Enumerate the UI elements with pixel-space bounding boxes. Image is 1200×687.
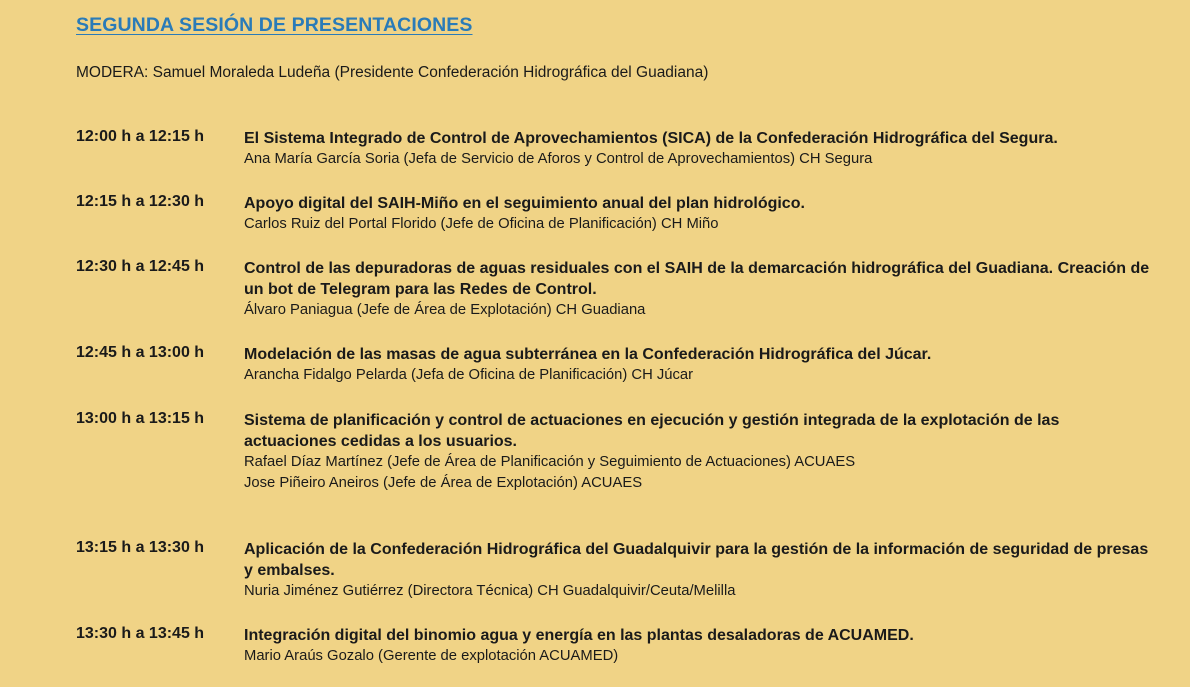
session-details	[244, 410, 1156, 494]
session-time: 12:15 h a 12:30 h	[76, 193, 205, 210]
session-details	[244, 193, 1156, 235]
session-title: Apoyo digital del SAIH-Miño en el seguimiento anual del plan hidrológico.	[244, 195, 805, 212]
session-speaker: Mario Araús Gozalo (Gerente de explotación ACUAMED)	[244, 648, 619, 664]
session-speaker: Rafael Díaz Martínez (Jefe de Área de Planificación y Seguimiento de Actuaciones) ACUAES	[244, 454, 856, 470]
session-title: Sistema de planificación y control de actuaciones en ejecución y gestión integrada de la explotación de las actuaciones cedidas a los usuarios.	[244, 412, 1060, 450]
session-time: 12:30 h a 12:45 h	[76, 258, 205, 275]
session-details	[244, 625, 1156, 667]
session-details	[244, 128, 1156, 170]
session-time: 12:00 h a 12:15 h	[76, 128, 205, 145]
session-title: Modelación de las masas de agua subterránea en la Confederación Hidrográfica del Júcar.	[244, 346, 932, 363]
session-speaker: Arancha Fidalgo Pelarda (Jefa de Oficina de Planificación) CH Júcar	[244, 367, 694, 383]
session-details	[244, 344, 1156, 386]
page-margin	[1190, 0, 1200, 687]
session-time: 13:00 h a 13:15 h	[76, 410, 205, 427]
session-title: El Sistema Integrado de Control de Aprovechamientos (SICA) de la Confederación Hidrográfica del Segura.	[244, 130, 1058, 147]
session-title: Integración digital del binomio agua y energía en las plantas desaladoras de ACUAMED.	[244, 627, 914, 644]
moderator-line: MODERA: Samuel Moraleda Ludeña (Presidente Confederación Hidrográfica del Guadiana)	[76, 64, 709, 81]
session-speaker: Álvaro Paniagua (Jefe de Área de Explotación) CH Guadiana	[244, 302, 646, 318]
session-details	[244, 258, 1156, 321]
session-speaker: Carlos Ruiz del Portal Florido (Jefe de Oficina de Planificación) CH Miño	[244, 216, 719, 232]
session-title: Aplicación de la Confederación Hidrográfica del Guadalquivir para la gestión de la información de seguridad de presas y embalses.	[244, 541, 1149, 579]
session-time: 13:15 h a 13:30 h	[76, 539, 205, 556]
session-title: Control de las depuradoras de aguas residuales con el SAIH de la demarcación hidrográfica del Guadiana. Creación de un bot de Telegram para las Redes de Control.	[244, 260, 1150, 298]
session-time: 12:45 h a 13:00 h	[76, 344, 205, 361]
session-speaker: Ana María García Soria (Jefa de Servicio de Aforos y Control de Aprovechamientos) CH Segura	[244, 151, 873, 167]
session-speaker: Nuria Jiménez Gutiérrez (Directora Técnica) CH Guadalquivir/Ceuta/Melilla	[244, 583, 736, 599]
session-details	[244, 539, 1156, 602]
session-speaker: Jose Piñeiro Aneiros (Jefe de Área de Explotación) ACUAES	[244, 475, 643, 491]
section-heading: SEGUNDA SESIÓN DE PRESENTACIONES	[76, 14, 473, 36]
session-time: 13:30 h a 13:45 h	[76, 625, 205, 642]
